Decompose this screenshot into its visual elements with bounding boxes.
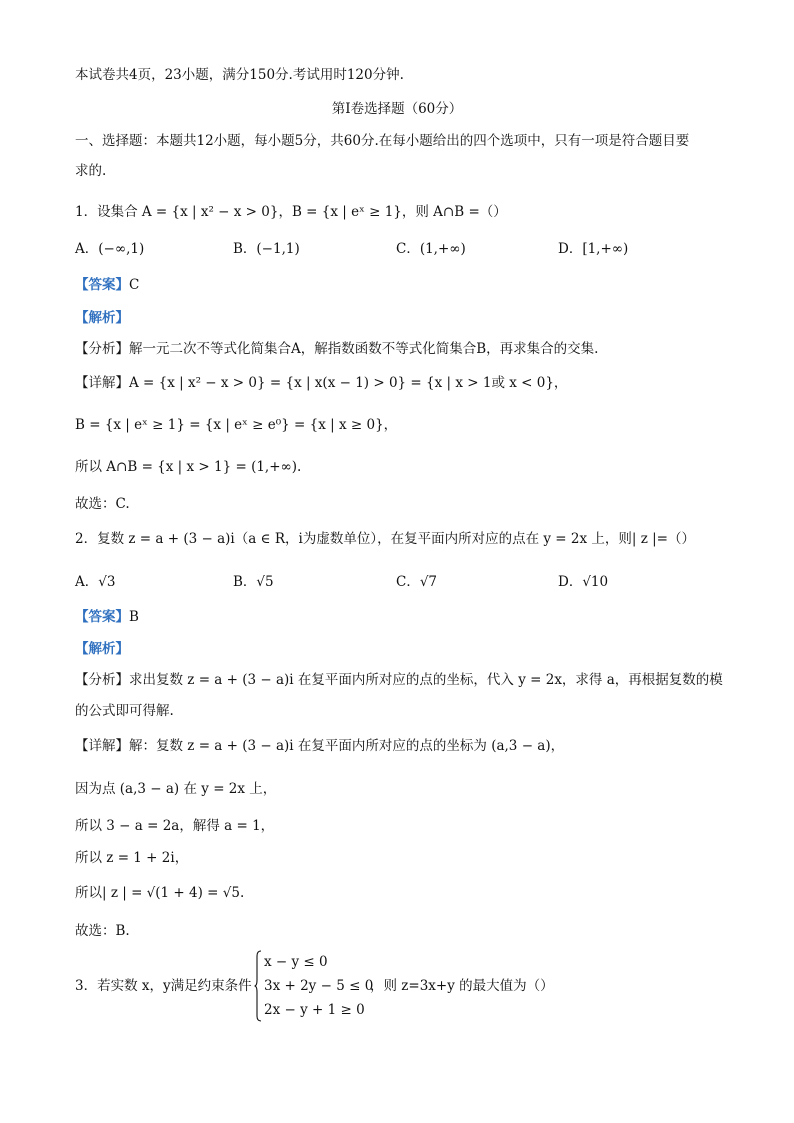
q2-stem: 2．复数 z = a + (3 − a)i（a ∈ R，i为虚数单位），在复平面内所对应的点在 y = 2x 上，则| z |=（）	[75, 531, 695, 547]
q2-answer-tag: 【答案】	[75, 609, 129, 625]
q3-brace-icon	[254, 950, 262, 1022]
q2-fenxi-tag: 【分析】	[75, 672, 129, 688]
q1-answer-tag: 【答案】	[75, 277, 129, 293]
q1-stem: 1．设集合 A = {x | x² − x > 0}，B = {x | eˣ ≥ 1}，则 A∩B =（）	[75, 204, 507, 220]
q1-fenxi-text: 解一元二次不等式化简集合A，解指数函数不等式化简集合B，再求集合的交集.	[129, 341, 599, 357]
q1-choice: 故选：C.	[75, 496, 130, 512]
part1-instructions-line2: 求的.	[75, 163, 107, 179]
q1-fenxi-line	[75, 340, 598, 358]
q2-step3: 所以 3 − a = 2a，解得 a = 1，	[75, 818, 275, 834]
q3-constraint-2: 3x + 2y − 5 ≤ 0	[264, 978, 374, 994]
q2-fenxi-line1	[75, 671, 723, 689]
q1-step1: A = {x | x² − x > 0} = {x | x(x − 1) > 0} = {x | x > 1或 x < 0}，	[129, 375, 568, 391]
q2-xiangjie-line	[75, 737, 564, 755]
q1-option-b: B．(−1,1)	[233, 241, 300, 257]
section-title: 第Ⅰ卷选择题（60分）	[331, 101, 463, 117]
q2-fenxi-line2: 的公式即可得解.	[75, 703, 174, 719]
q3-stem-right: ，则 z=3x+y 的最大值为（）	[370, 978, 554, 994]
q1-option-d: D．[1,+∞)	[558, 241, 629, 257]
q1-option-c: C．(1,+∞)	[396, 241, 466, 257]
q2-choice: 故选：B.	[75, 923, 130, 939]
q2-option-d: D．√10	[558, 574, 609, 590]
intro-text: 本试卷共4页，23小题，满分150分.考试用时120分钟.	[75, 67, 404, 83]
q2-option-c: C．√7	[396, 574, 438, 590]
q2-fenxi-text1: 求出复数 z = a + (3 − a)i 在复平面内所对应的点的坐标，代入 y = 2x，求得 a，再根据复数的模	[129, 672, 723, 688]
q1-fenxi-tag: 【分析】	[75, 341, 129, 357]
q2-answer-value: B	[129, 609, 139, 625]
q1-option-a: A．(−∞,1)	[75, 241, 145, 257]
q2-option-a: A．√3	[75, 574, 116, 590]
q2-step5: 所以| z | = √(1 + 4) = √5.	[75, 885, 245, 901]
q1-xiangjie-tag: 【详解】	[75, 375, 129, 391]
q3-constraint-1: x − y ≤ 0	[264, 954, 328, 970]
q2-xiangjie-tag: 【详解】	[75, 738, 129, 754]
q1-jiexi-line	[75, 309, 129, 327]
q1-jiexi-tag: 【解析】	[75, 310, 129, 326]
q3-constraint-3: 2x − y + 1 ≥ 0	[264, 1002, 365, 1018]
q1-step3: 所以 A∩B = {x | x > 1} = (1,+∞).	[75, 459, 302, 475]
q1-answer-value: C	[129, 277, 140, 293]
q1-xiangjie-line	[75, 374, 567, 392]
q1-answer-line	[75, 276, 139, 294]
part1-instructions-line1: 一、选择题：本题共12小题，每小题5分，共60分.在每小题给出的四个选项中，只有一项是符合题目要	[75, 133, 690, 149]
q2-step2: 因为点 (a,3 − a) 在 y = 2x 上，	[75, 781, 277, 797]
q2-jiexi-line	[75, 640, 129, 658]
q1-step2: B = {x | eˣ ≥ 1} = {x | eˣ ≥ e⁰} = {x | x ≥ 0}，	[75, 417, 398, 433]
q2-answer-line	[75, 608, 139, 626]
q2-option-b: B．√5	[233, 574, 274, 590]
q2-step1: 解：复数 z = a + (3 − a)i 在复平面内所对应的点的坐标为 (a,3 − a)，	[129, 738, 565, 754]
q2-step4: 所以 z = 1 + 2i，	[75, 850, 189, 866]
q3-stem-left: 3．若实数 x，y满足约束条件	[75, 978, 252, 994]
q2-jiexi-tag: 【解析】	[75, 641, 129, 657]
